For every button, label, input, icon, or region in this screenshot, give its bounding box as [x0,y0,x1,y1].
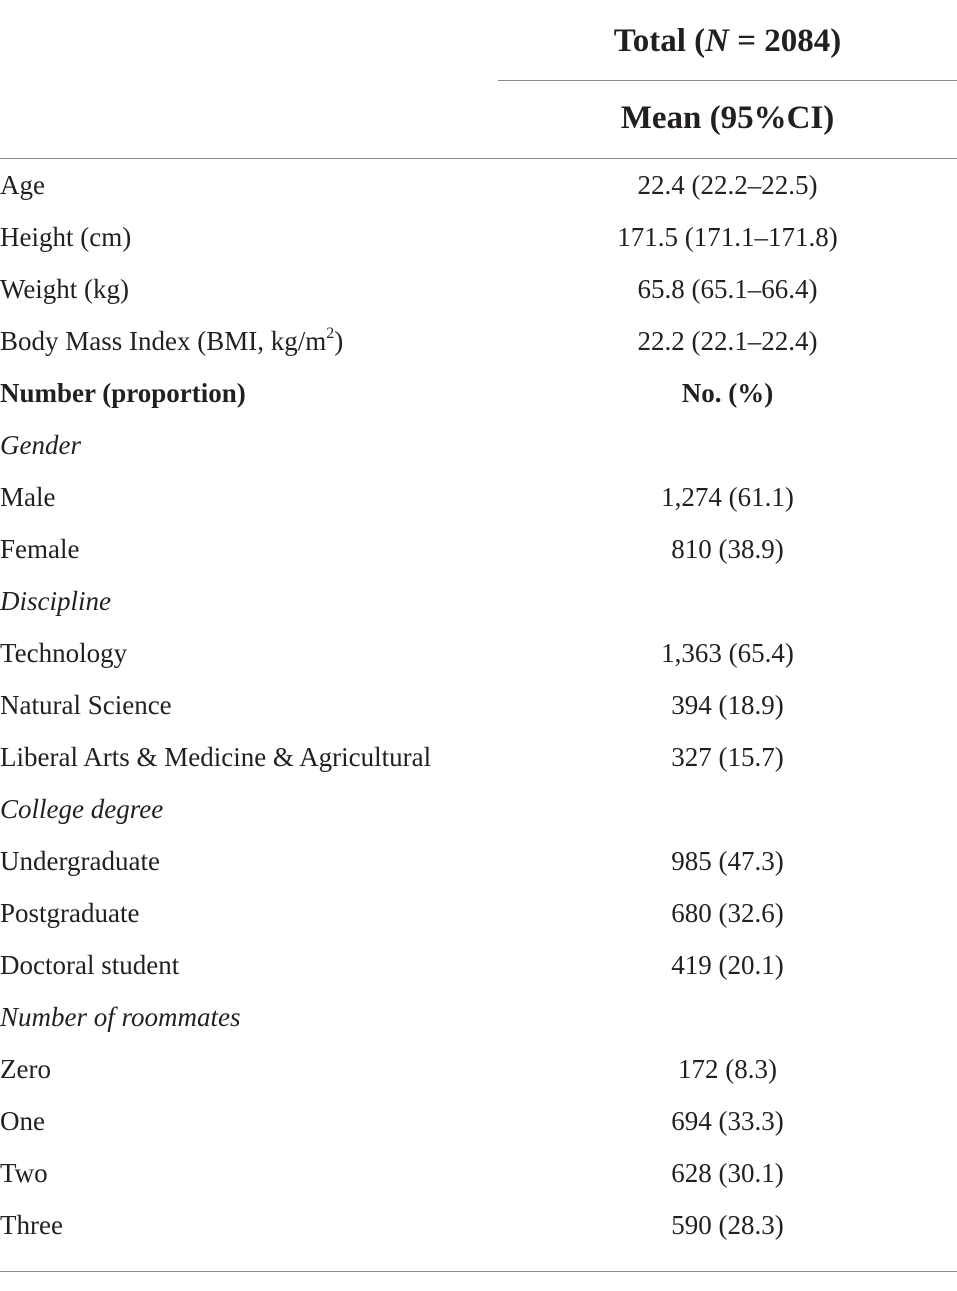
table-header-total [498,21,957,61]
total-prefix: Total ( [613,23,706,59]
row-label-weight: Weight (kg) [0,274,130,304]
row-label-male: Male [0,482,56,512]
table-row [0,263,957,315]
bmi-label-text: Body Mass Index (BMI, kg/m [0,326,327,356]
table-row [0,1147,957,1199]
row-value-three: 590 (28.3) [671,1210,784,1240]
table-row [0,887,957,939]
table-row [0,159,957,211]
row-label-liberal-arts: Liberal Arts & Medicine & Agricultural [0,742,432,772]
table-row [0,783,957,835]
row-label-technology: Technology [0,638,128,668]
table-row [0,991,957,1043]
group-label-college-degree: College degree [0,794,164,824]
row-value-postgraduate: 680 (32.6) [671,898,784,928]
section-heading-no-percent: No. (%) [681,378,774,408]
row-value-technology: 1,363 (65.4) [661,638,794,668]
table-row [0,627,957,679]
row-value-female: 810 (38.9) [671,534,784,564]
row-value-doctoral: 419 (20.1) [671,950,784,980]
total-n-symbol: N [705,23,729,59]
table-row [0,471,957,523]
row-value-height: 171.5 (171.1–171.8) [617,222,838,252]
table-row [0,575,957,627]
header-divider [498,80,957,81]
row-value-bmi: 22.2 (22.1–22.4) [637,326,818,356]
row-value-undergraduate: 985 (47.3) [671,846,784,876]
row-label-age: Age [0,170,45,200]
row-label-height: Height (cm) [0,222,132,252]
table-row [0,679,957,731]
group-label-gender: Gender [0,430,81,460]
row-label-postgraduate: Postgraduate [0,898,140,928]
group-label-roommates: Number of roommates [0,1002,241,1032]
table-header-mean: Mean (95%CI) [620,100,835,136]
table-row [0,211,957,263]
row-label-natural-science: Natural Science [0,690,172,720]
row-value-age: 22.4 (22.2–22.5) [637,170,818,200]
row-label-doctoral: Doctoral student [0,950,180,980]
row-value-zero: 172 (8.3) [678,1054,777,1084]
bmi-label-superscript: 2 [326,325,335,342]
table-row [0,367,957,419]
row-value-natural-science: 394 (18.9) [671,690,784,720]
table-row [0,835,957,887]
row-value-liberal-arts: 327 (15.7) [671,742,784,772]
table-row [0,419,957,471]
table-row [0,939,957,991]
row-label-zero: Zero [0,1054,51,1084]
row-label-three: Three [0,1210,63,1240]
group-label-discipline: Discipline [0,586,111,616]
row-label-bmi [0,315,343,367]
row-value-one: 694 (33.3) [671,1106,784,1136]
table-row [0,1199,957,1251]
table-row [0,1043,957,1095]
table-row [0,315,957,367]
row-label-one: One [0,1106,45,1136]
row-value-weight: 65.8 (65.1–66.4) [637,274,818,304]
bmi-label-close: ) [334,326,344,356]
table-row [0,1095,957,1147]
row-value-two: 628 (30.1) [671,1158,784,1188]
row-label-two: Two [0,1158,48,1188]
row-label-undergraduate: Undergraduate [0,846,160,876]
table-bottom-rule [0,1271,957,1272]
table-row [0,731,957,783]
table-row [0,523,957,575]
row-value-male: 1,274 (61.1) [661,482,794,512]
total-suffix: = 2084) [728,23,842,59]
row-label-female: Female [0,534,80,564]
section-heading-number-proportion: Number (proportion) [0,378,246,408]
